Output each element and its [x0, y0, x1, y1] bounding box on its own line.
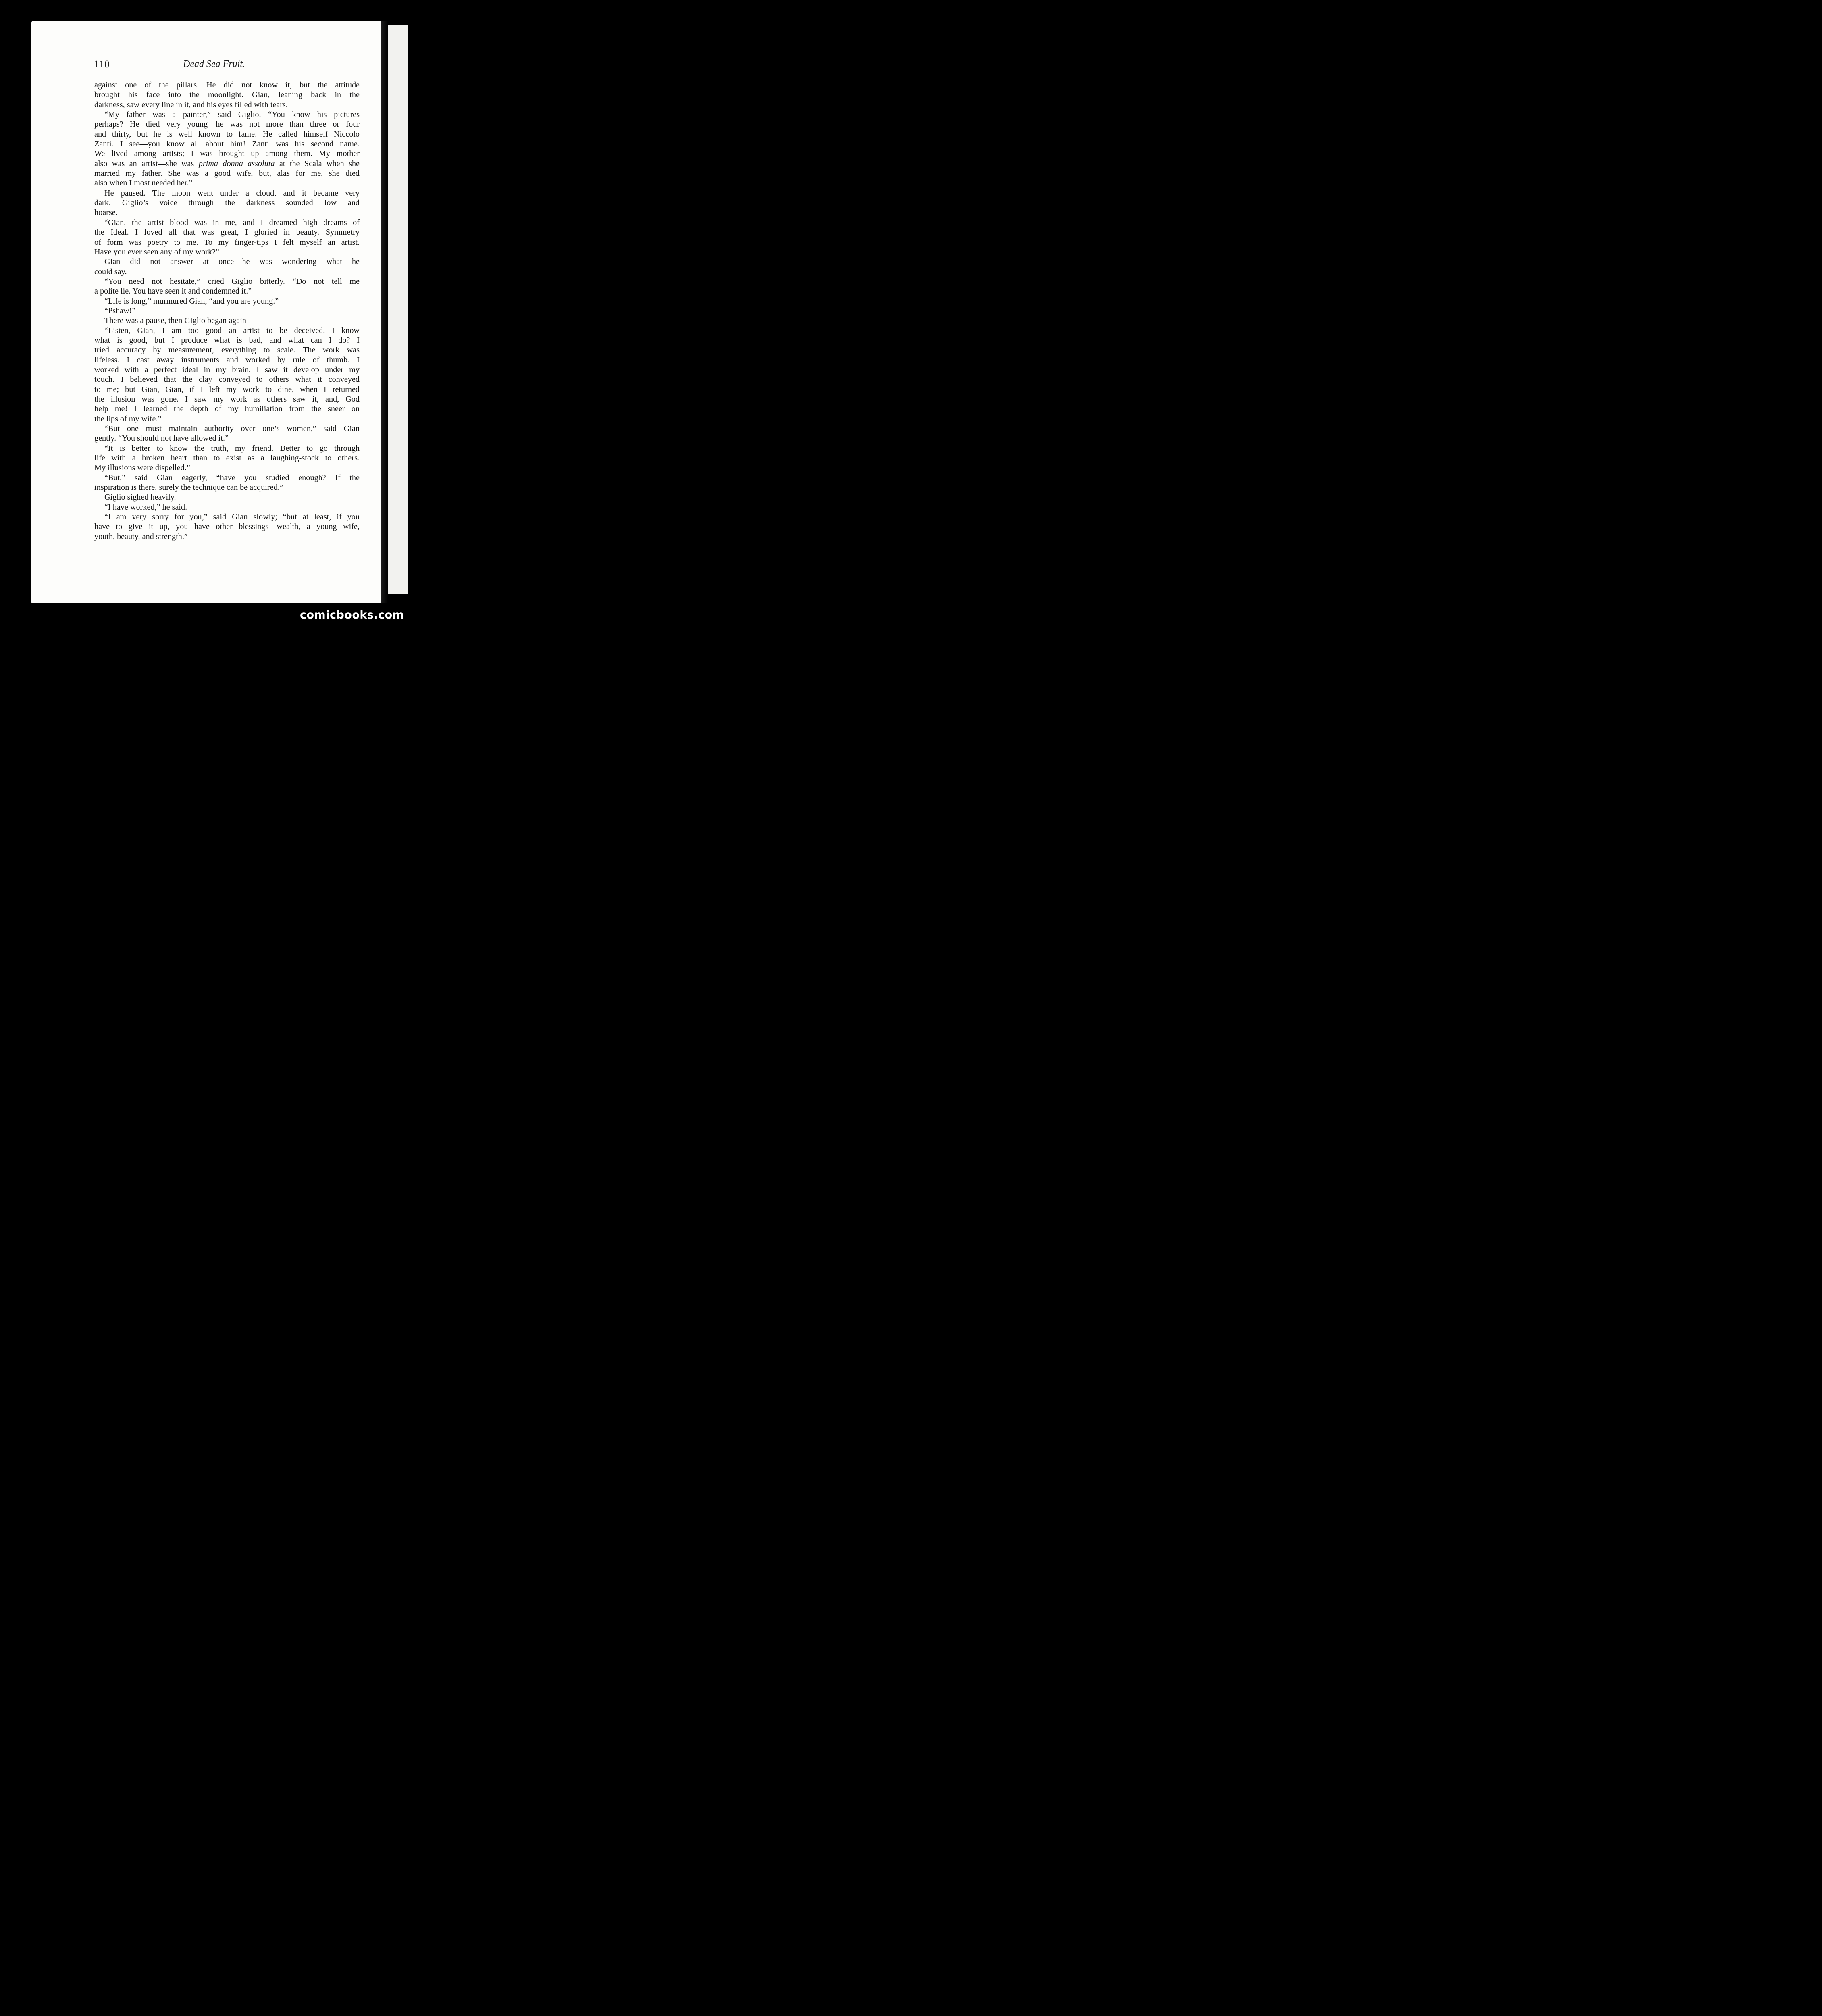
text-line: “Listen, Gian, I am too good an artist to be deceived. I know	[104, 326, 360, 335]
text-line: have to give it up, you have other blessings—wealth, a young wife,	[94, 522, 360, 531]
site-watermark: comicbooks.com	[300, 609, 404, 621]
text-line: My illusions were dispelled.”	[94, 463, 190, 473]
text-line: We lived among artists; I was brought up among them. My mother	[94, 149, 360, 158]
text-line: help me! I learned the depth of my humiliation from the sneer on	[94, 404, 360, 414]
text-line: the lips of my wife.”	[94, 414, 162, 423]
text-line: “But one must maintain authority over one’s women,” said Gian	[104, 424, 360, 433]
text-line: “You need not hesitate,” cried Giglio bitterly. “Do not tell me	[104, 277, 360, 286]
text-line: married my father. She was a good wife, but, alas for me, she died	[94, 169, 360, 178]
text-line: “But,” said Gian eagerly, “have you studied enough? If the	[104, 473, 360, 482]
text-line: gently. “You should not have allowed it.”	[94, 434, 229, 443]
text-line: also when I most needed her.”	[94, 179, 193, 188]
text-line: to me; but Gian, Gian, if I left my work to dine, when I returned	[94, 385, 360, 394]
text-line: “Life is long,” murmured Gian, “and you are young.”	[104, 296, 279, 306]
text-line: touch. I believed that the clay conveyed to others what it conveyed	[94, 375, 360, 384]
text-line: tried accuracy by measurement, everything to scale. The work was	[94, 346, 360, 355]
page-number: 110	[94, 59, 110, 70]
text-line: Giglio sighed heavily.	[104, 493, 176, 502]
next-page-edge	[388, 25, 408, 594]
text-line: what is good, but I produce what is bad, and what can I do? I	[94, 335, 360, 345]
page-edge-shadow	[381, 21, 388, 603]
text-line: “My father was a painter,” said Giglio. “You know his pictures	[104, 110, 360, 119]
text-line: of form was poetry to me. To my finger-tips I felt myself an artist.	[94, 237, 360, 247]
text-line: There was a pause, then Giglio began again—	[104, 316, 255, 325]
text-line: a polite lie. You have seen it and condemned it.”	[94, 287, 252, 296]
page-text	[94, 80, 360, 541]
text-line: could say.	[94, 267, 127, 276]
text-line: “I have worked,” he said.	[104, 502, 187, 512]
text-line: Gian did not answer at once—he was wondering what he	[104, 257, 360, 267]
text-line: youth, beauty, and strength.”	[94, 532, 188, 541]
text-line: Have you ever seen any of my work?”	[94, 247, 219, 256]
running-title: Dead Sea Fruit.	[183, 59, 245, 69]
text-line: inspiration is there, surely the technique can be acquired.”	[94, 483, 283, 492]
text-line: the Ideal. I loved all that was great, I gloried in beauty. Symmetry	[94, 228, 360, 237]
text-line: darkness, saw every line in it, and his eyes filled with tears.	[94, 100, 288, 109]
text-line: “I am very sorry for you,” said Gian slowly; “but at least, if you	[104, 512, 360, 522]
text-line: He paused. The moon went under a cloud, and it became very	[104, 188, 360, 198]
text-line: “Pshaw!”	[104, 306, 136, 315]
text-line: “It is better to know the truth, my friend. Better to go through	[104, 444, 360, 453]
text-line: worked with a perfect ideal in my brain. I saw it develop under my	[94, 365, 360, 374]
text-fragment: also was an artist—she was	[94, 159, 199, 168]
text-fragment: at the Scala when she	[275, 159, 360, 168]
text-line: dark. Giglio’s voice through the darkness sounded low and	[94, 198, 360, 208]
text-line-mixed	[94, 159, 360, 169]
text-line: “Gian, the artist blood was in me, and I dreamed high dreams of	[104, 218, 360, 227]
text-line: perhaps? He died very young—he was not more than three or four	[94, 120, 360, 129]
text-line: against one of the pillars. He did not know it, but the attitude	[94, 81, 360, 90]
text-line: life with a broken heart than to exist as a laughing-stock to others.	[94, 454, 360, 463]
text-line: the illusion was gone. I saw my work as others saw it, and, God	[94, 395, 360, 404]
text-line: and thirty, but he is well known to fame. He called himself Niccolo	[94, 129, 360, 139]
text-line: brought his face into the moonlight. Gian, leaning back in the	[94, 90, 360, 100]
text-line: lifeless. I cast away instruments and worked by rule of thumb. I	[94, 355, 360, 364]
text-line: hoarse.	[94, 208, 118, 217]
running-head	[62, 59, 360, 73]
italic-phrase: prima donna assoluta	[198, 159, 275, 168]
text-line: Zanti. I see—you know all about him! Zanti was his second name.	[94, 140, 360, 149]
